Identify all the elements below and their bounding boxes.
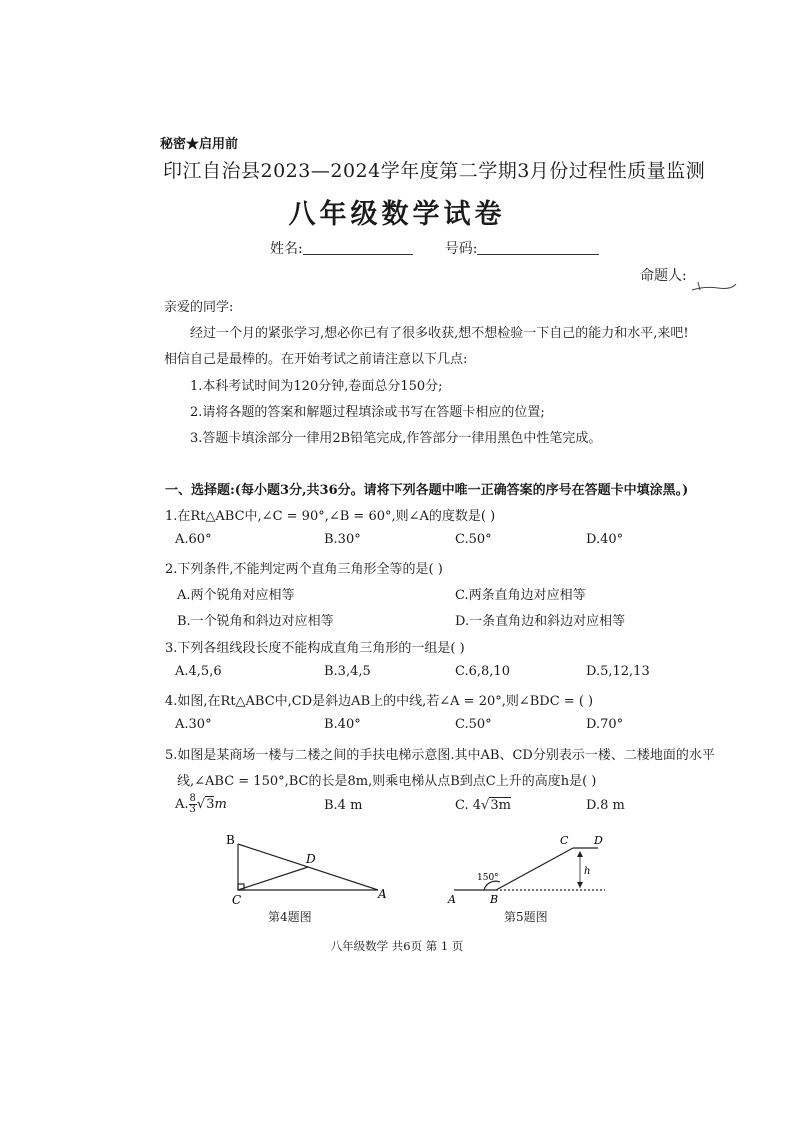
note-3: 3.答题卡填涂部分一律用2B铅笔完成,作答部分一律用黑色中性笔完成。 (190, 431, 602, 446)
q4-option-a: A.30° (175, 717, 212, 732)
name-blank (303, 240, 413, 255)
q2-option-b: B.一个锐角和斜边对应相等 (177, 614, 334, 629)
q5-option-c: C. 4√3m (455, 798, 511, 813)
fig5-angle-label: 150° (477, 873, 499, 883)
note-1: 1.本科考试时间为120分钟,卷面总分150分; (190, 379, 443, 394)
fig4-label-c: C (232, 893, 242, 907)
fig5-label-d: D (594, 834, 603, 847)
greeting: 亲爱的同学: (164, 300, 234, 315)
section-heading: 一、选择题:(每小题3分,共36分。请将下列各题中唯一正确答案的序号在答题卡中填涂黑。) (165, 483, 689, 498)
exam-title: 印江自治县2023—2024学年度第二学期3月份过程性质量监测 (163, 160, 706, 182)
author-label: 命题人: (640, 268, 687, 284)
q5-option-b: B.4 m (324, 798, 363, 813)
figure-4-caption: 第4题图 (268, 910, 312, 924)
fig4-label-b: B (226, 833, 235, 847)
author-signature (690, 278, 740, 298)
page-footer: 八年级数学 共6页 第 1 页 (330, 939, 464, 953)
fig5-label-a: A (448, 893, 456, 906)
q1-option-d: D.40° (586, 532, 624, 547)
question-3-stem: 3.下列各组线段长度不能构成直角三角形的一组是( ) (165, 641, 465, 656)
fig5-label-c: C (560, 834, 569, 847)
fig5-label-h: h (584, 866, 591, 877)
fig5-label-b: B (490, 893, 499, 906)
question-4-stem: 4.如图,在Rt△ABC中,CD是斜边AB上的中线,若∠A = 20°,则∠BDC = ( ) (165, 694, 594, 709)
q5-option-d: D.8 m (586, 798, 625, 813)
fig5-escalator-bc (496, 848, 573, 890)
question-5-stem-line-2: 线,∠ABC = 150°,BC的长是8m,则乘电梯从点B到点C上升的高度h是( ) (177, 774, 597, 789)
q1-option-c: C.50° (455, 532, 492, 547)
fig5-arrow-up-icon (577, 851, 583, 857)
q2-option-c: C.两条直角边对应相等 (455, 588, 586, 603)
note-2: 2.请将各题的答案和解题过程填涂或书写在答题卡相应的位置; (190, 405, 545, 420)
q3-option-d: D.5,12,13 (586, 664, 650, 679)
fig4-label-d: D (306, 852, 316, 866)
q1-option-b: B.30° (324, 532, 361, 547)
question-2-stem: 2.下列条件,不能判定两个直角三角形全等的是( ) (165, 562, 443, 577)
q4-option-d: D.70° (586, 717, 624, 732)
fig4-label-a: A (378, 887, 387, 901)
figure-5-caption: 第5题图 (504, 910, 548, 924)
fig4-median-cd (238, 867, 308, 890)
q3-option-a: A.4,5,6 (175, 664, 222, 679)
secret-label: 秘密★启用前 (160, 137, 239, 152)
q2-option-d: D.一条直角边和斜边对应相等 (455, 614, 626, 629)
question-1-stem: 1.在Rt△ABC中,∠C = 90°,∠B = 60°,则∠A的度数是( ) (165, 509, 496, 524)
name-number-row (270, 238, 599, 258)
q4-option-b: B.40° (324, 717, 361, 732)
figure-4-triangle (222, 830, 397, 910)
q3-option-b: B.3,4,5 (324, 664, 371, 679)
q2-option-a: A.两个锐角对应相等 (177, 588, 295, 603)
question-5-stem-line-1: 5.如图是某商场一楼与二楼之间的手扶电梯示意图.其中AB、CD分别表示一楼、二楼地面的水平 (165, 748, 715, 763)
figure-5-escalator (440, 830, 610, 910)
intro-line-2: 相信自己是最棒的。在开始考试之前请注意以下几点: (164, 352, 468, 367)
exam-subject-title: 八年级数学试卷 (288, 199, 506, 230)
q3-option-c: C.6,8,10 (455, 664, 510, 679)
fig5-arrow-down-icon (577, 882, 583, 888)
number-blank (477, 240, 599, 255)
q5-option-a: A. $\frac{8}{3}$ √3m (175, 793, 227, 815)
q4-option-c: C.50° (455, 717, 492, 732)
name-label: 姓名: (270, 241, 303, 257)
number-label: 号码: (444, 241, 478, 257)
q1-option-a: A.60° (175, 532, 212, 547)
intro-line-1: 经过一个月的紧张学习,想必你已有了很多收获,想不想检验一下自己的能力和水平,来吧! (190, 326, 689, 341)
